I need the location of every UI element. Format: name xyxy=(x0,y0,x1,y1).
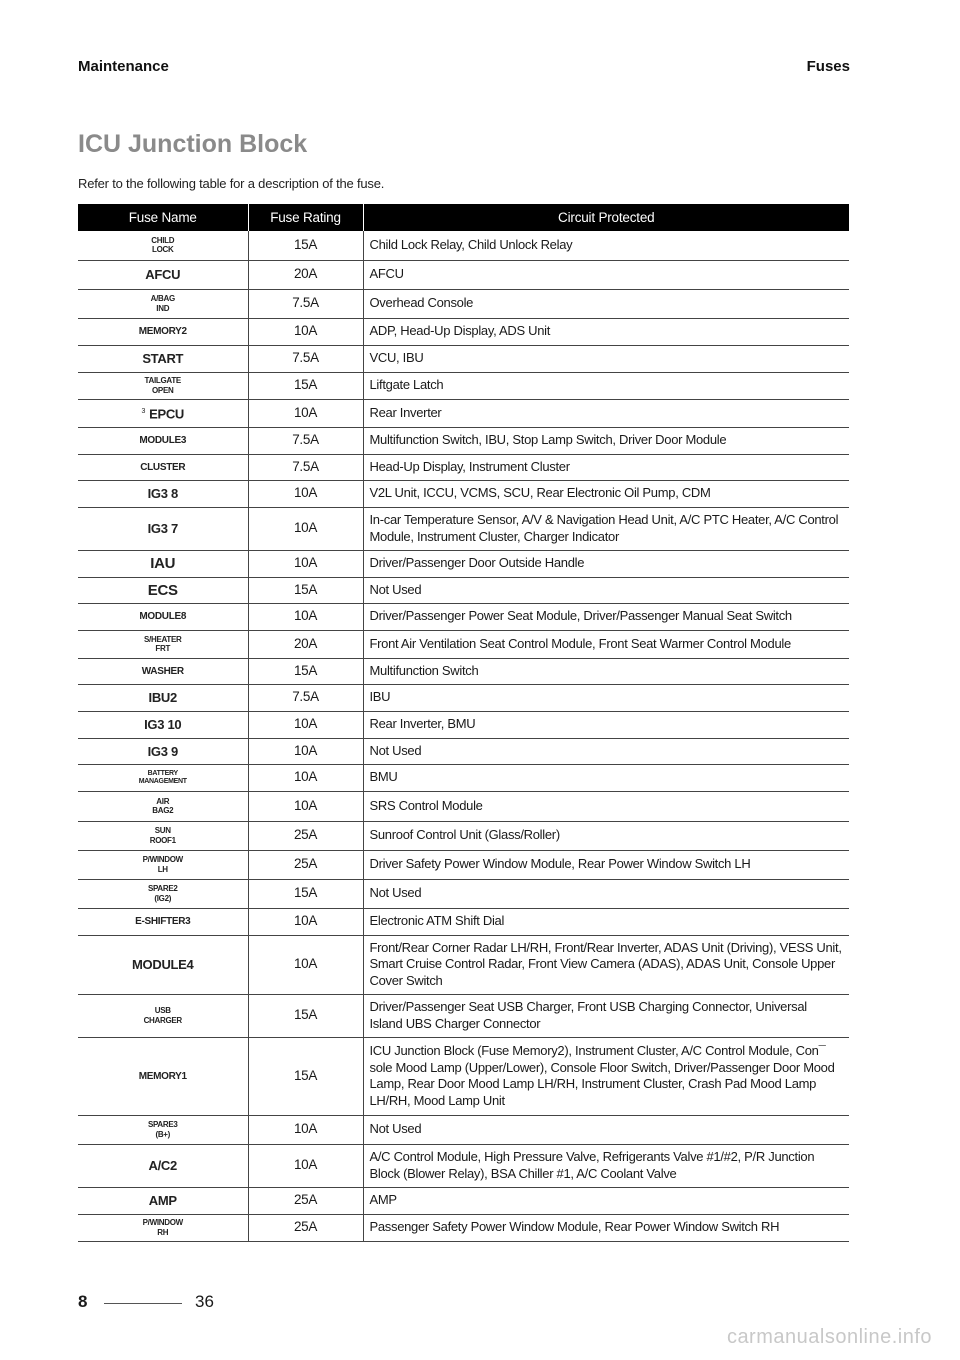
fuse-rating-cell: 7.5A xyxy=(248,454,363,480)
table-row xyxy=(78,791,849,821)
circuit-protected-cell: Driver Safety Power Window Module, Rear Power Window Switch LH xyxy=(363,850,849,879)
fuse-name-cell: AMP xyxy=(78,1187,248,1214)
table-row xyxy=(78,427,849,454)
fuse-name-cell: CHILD LOCK xyxy=(78,231,248,260)
fuse-name-cell: START xyxy=(78,345,248,372)
fuse-name-cell: IG3 8 xyxy=(78,480,248,507)
table-row xyxy=(78,630,849,658)
circuit-protected-cell: Multifunction Switch xyxy=(363,658,849,684)
circuit-protected-cell: IBU xyxy=(363,684,849,711)
table-row xyxy=(78,1115,849,1144)
fuse-name-superscript: 3 xyxy=(141,408,146,416)
fuse-rating-cell: 10A xyxy=(248,1115,363,1144)
fuse-name-cell: IAU xyxy=(78,550,248,577)
table-row xyxy=(78,658,849,684)
fuse-rating-cell: 10A xyxy=(248,507,363,550)
fuse-rating-cell: 25A xyxy=(248,1214,363,1241)
circuit-protected-cell: Electronic ATM Shift Dial xyxy=(363,908,849,935)
circuit-protected-cell: Multifunction Switch, IBU, Stop Lamp Switch, Driver Door Module xyxy=(363,427,849,454)
circuit-protected-cell: Not Used xyxy=(363,879,849,908)
fuse-name-cell: AIR BAG2 xyxy=(78,791,248,821)
table-row xyxy=(78,684,849,711)
circuit-protected-cell: Driver/Passenger Power Seat Module, Driver/Passenger Manual Seat Switch xyxy=(363,603,849,630)
table-row xyxy=(78,711,849,738)
fuse-rating-cell: 25A xyxy=(248,821,363,850)
fuse-rating-cell: 10A xyxy=(248,908,363,935)
table-row xyxy=(78,764,849,791)
table-row xyxy=(78,935,849,994)
fuse-rating-cell: 10A xyxy=(248,550,363,577)
fuse-rating-cell: 10A xyxy=(248,603,363,630)
header-fuse-rating: Fuse Rating xyxy=(248,204,363,231)
fuse-rating-cell: 10A xyxy=(248,791,363,821)
fuse-rating-cell: 10A xyxy=(248,480,363,507)
circuit-protected-cell: V2L Unit, ICCU, VCMS, SCU, Rear Electronic Oil Pump, CDM xyxy=(363,480,849,507)
table-row xyxy=(78,289,849,318)
circuit-protected-cell: ICU Junction Block (Fuse Memory2), Instrument Cluster, A/C Control Module, Con¯ sole Mood Lamp (Upper/Lower), Console Floor Switch, Driver/Passenger Door Mood Lamp, Rear Door Mood Lamp LH/RH, Instrument Cluster, Crash Pad Mood Lamp LH/RH, Mood Lamp Unit xyxy=(363,1037,849,1115)
table-row xyxy=(78,850,849,879)
fuse-rating-cell: 15A xyxy=(248,577,363,603)
circuit-protected-cell: A/C Control Module, High Pressure Valve, Refrigerants Valve #1/#2, P/R Junction Block (Blower Relay), BSA Chiller #1, A/C Coolant Valve xyxy=(363,1144,849,1187)
header-section: Maintenance xyxy=(78,58,169,75)
table-row xyxy=(78,318,849,345)
fuse-name-cell: IG3 10 xyxy=(78,711,248,738)
fuse-rating-cell: 15A xyxy=(248,1037,363,1115)
fuse-rating-cell: 7.5A xyxy=(248,684,363,711)
fuse-name-cell: IG3 7 xyxy=(78,507,248,550)
fuse-name-cell: E-SHIFTER3 xyxy=(78,908,248,935)
circuit-protected-cell: Rear Inverter xyxy=(363,399,849,427)
fuse-rating-cell: 20A xyxy=(248,260,363,289)
circuit-protected-cell: Overhead Console xyxy=(363,289,849,318)
fuse-rating-cell: 7.5A xyxy=(248,345,363,372)
table-row xyxy=(78,821,849,850)
fuse-rating-cell: 7.5A xyxy=(248,427,363,454)
fuse-rating-cell: 7.5A xyxy=(248,289,363,318)
circuit-protected-cell: Liftgate Latch xyxy=(363,372,849,399)
table-row xyxy=(78,879,849,908)
fuse-rating-cell: 10A xyxy=(248,318,363,345)
table-row xyxy=(78,577,849,603)
fuse-name-cell: BATTERY MANAGEMENT xyxy=(78,764,248,791)
fuse-rating-cell: 15A xyxy=(248,994,363,1037)
circuit-protected-cell: In-car Temperature Sensor, A/V & Navigation Head Unit, A/C PTC Heater, A/C Control Module, Instrument Cluster, Charger Indicator xyxy=(363,507,849,550)
fuse-name-cell: MEMORY2 xyxy=(78,318,248,345)
circuit-protected-cell: ADP, Head-Up Display, ADS Unit xyxy=(363,318,849,345)
fuse-name-cell: USB CHARGER xyxy=(78,994,248,1037)
fuse-table-body xyxy=(78,231,849,1241)
fuse-name-cell: TAILGATE OPEN xyxy=(78,372,248,399)
fuse-name-cell: SUN ROOF1 xyxy=(78,821,248,850)
fuse-name-cell: SPARE3 (B+) xyxy=(78,1115,248,1144)
fuse-rating-cell: 10A xyxy=(248,935,363,994)
fuse-rating-cell: 20A xyxy=(248,630,363,658)
page-number: 36 xyxy=(195,1292,214,1311)
fuse-name-cell: MODULE8 xyxy=(78,603,248,630)
circuit-protected-cell: Head-Up Display, Instrument Cluster xyxy=(363,454,849,480)
fuse-name-cell: P/WINDOW RH xyxy=(78,1214,248,1241)
circuit-protected-cell: Front Air Ventilation Seat Control Module, Front Seat Warmer Control Module xyxy=(363,630,849,658)
table-row xyxy=(78,550,849,577)
fuse-name-cell: WASHER xyxy=(78,658,248,684)
fuse-name-cell: S/HEATER FRT xyxy=(78,630,248,658)
fuse-name-cell: A/BAG IND xyxy=(78,289,248,318)
circuit-protected-cell: BMU xyxy=(363,764,849,791)
table-row xyxy=(78,260,849,289)
header-topic: Fuses xyxy=(806,58,850,75)
circuit-protected-cell: Front/Rear Corner Radar LH/RH, Front/Rear Inverter, ADAS Unit (Driving), VESS Unit, Smart Cruise Control Radar, Front View Camera (ADAS), ADAS Unit, Console Upper Cover Switch xyxy=(363,935,849,994)
circuit-protected-cell: Driver/Passenger Seat USB Charger, Front USB Charging Connector, Universal Island UBS Charger Connector xyxy=(363,994,849,1037)
circuit-protected-cell: Driver/Passenger Door Outside Handle xyxy=(363,550,849,577)
circuit-protected-cell: Sunroof Control Unit (Glass/Roller) xyxy=(363,821,849,850)
circuit-protected-cell: Not Used xyxy=(363,738,849,764)
circuit-protected-cell: Passenger Safety Power Window Module, Rear Power Window Switch RH xyxy=(363,1214,849,1241)
circuit-protected-cell: Not Used xyxy=(363,577,849,603)
circuit-protected-cell: Rear Inverter, BMU xyxy=(363,711,849,738)
fuse-name-cell: ECS xyxy=(78,577,248,603)
fuse-rating-cell: 10A xyxy=(248,738,363,764)
fuse-rating-cell: 15A xyxy=(248,372,363,399)
fuse-rating-cell: 10A xyxy=(248,764,363,791)
fuse-name-cell: CLUSTER xyxy=(78,454,248,480)
table-row xyxy=(78,738,849,764)
circuit-protected-cell: AMP xyxy=(363,1187,849,1214)
table-row xyxy=(78,1144,849,1187)
fuse-name-cell: MEMORY1 xyxy=(78,1037,248,1115)
table-row xyxy=(78,231,849,260)
table-row xyxy=(78,908,849,935)
fuse-name-text: EPCU xyxy=(149,406,184,422)
fuse-rating-cell: 25A xyxy=(248,1187,363,1214)
fuse-rating-cell: 10A xyxy=(248,399,363,427)
footer-divider xyxy=(104,1303,182,1304)
fuse-name-cell xyxy=(78,399,248,427)
fuse-name-cell: IBU2 xyxy=(78,684,248,711)
table-row xyxy=(78,345,849,372)
header-circuit-protected: Circuit Protected xyxy=(363,204,849,231)
fuse-name-cell: IG3 9 xyxy=(78,738,248,764)
fuse-rating-cell: 15A xyxy=(248,658,363,684)
table-row xyxy=(78,480,849,507)
table-row xyxy=(78,1037,849,1115)
table-row xyxy=(78,399,849,427)
fuse-table xyxy=(78,204,849,1242)
fuse-name-cell: A/C2 xyxy=(78,1144,248,1187)
fuse-name-cell: MODULE3 xyxy=(78,427,248,454)
fuse-rating-cell: 10A xyxy=(248,711,363,738)
fuse-rating-cell: 15A xyxy=(248,231,363,260)
table-row xyxy=(78,1187,849,1214)
circuit-protected-cell: Not Used xyxy=(363,1115,849,1144)
circuit-protected-cell: VCU, IBU xyxy=(363,345,849,372)
fuse-name-cell: P/WINDOW LH xyxy=(78,850,248,879)
fuse-name-cell: MODULE4 xyxy=(78,935,248,994)
intro-text: Refer to the following table for a description of the fuse. xyxy=(78,176,385,191)
circuit-protected-cell: SRS Control Module xyxy=(363,791,849,821)
table-row xyxy=(78,1214,849,1241)
circuit-protected-cell: Child Lock Relay, Child Unlock Relay xyxy=(363,231,849,260)
header-fuse-name: Fuse Name xyxy=(78,204,248,231)
fuse-name-cell: AFCU xyxy=(78,260,248,289)
table-row xyxy=(78,994,849,1037)
page-title: ICU Junction Block xyxy=(78,130,308,158)
fuse-name-cell: SPARE2 (IG2) xyxy=(78,879,248,908)
circuit-protected-cell: AFCU xyxy=(363,260,849,289)
fuse-rating-cell: 10A xyxy=(248,1144,363,1187)
table-header-row xyxy=(78,204,849,231)
table-row xyxy=(78,454,849,480)
table-row xyxy=(78,507,849,550)
watermark: carmanualsonline.info xyxy=(726,1326,932,1348)
fuse-rating-cell: 25A xyxy=(248,850,363,879)
table-row xyxy=(78,372,849,399)
table-row xyxy=(78,603,849,630)
fuse-rating-cell: 15A xyxy=(248,879,363,908)
chapter-number: 8 xyxy=(78,1292,88,1311)
